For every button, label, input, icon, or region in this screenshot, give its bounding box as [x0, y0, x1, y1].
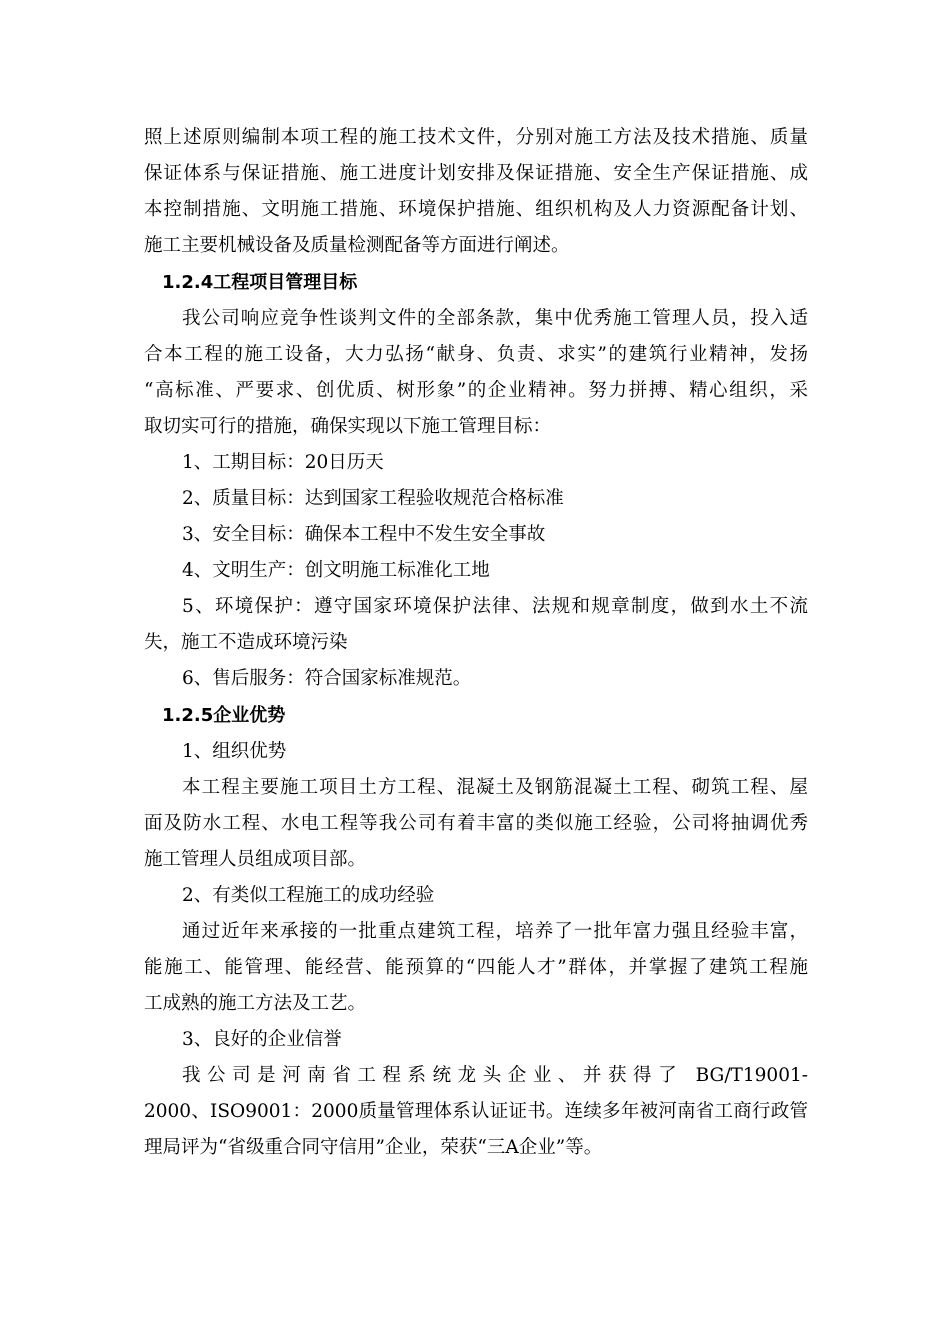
intro-line-3: 本控制措施、文明施工措施、环境保护措施、组织机构及人力资源配备计划、: [144, 199, 808, 220]
advantage-2-line-1: 通过近年来承接的一批重点建筑工程，培养了一批年富力强且经验丰富，: [182, 921, 808, 942]
goal-quality: 2、质量目标：达到国家工程验收规范合格标准: [182, 488, 564, 509]
advantage-2-title: 2、有类似工程施工的成功经验: [182, 885, 435, 906]
advantage-3-title: 3、良好的企业信誉: [182, 1029, 342, 1050]
intro-line-1: 照上述原则编制本项工程的施工技术文件，分别对施工方法及技术措施、质量: [144, 127, 808, 148]
advantage-2-line-3: 工成熟的施工方法及工艺。: [144, 993, 367, 1014]
section-124-para-line-3: “高标准、严要求、创优质、树形象”的企业精神。努力拼搏、精心组织，采: [144, 380, 808, 401]
intro-line-2: 保证体系与保证措施、施工进度计划安排及保证措施、安全生产保证措施、成: [144, 163, 808, 184]
goal-environment: 5、环境保护：遵守国家环境保护法律、法规和规章制度，做到水土不流: [182, 596, 808, 617]
goal-safety: 3、安全目标：确保本工程中不发生安全事故: [182, 524, 546, 545]
advantage-1-line-1: 本工程主要施工项目土方工程、混凝土及钢筋混凝土工程、砌筑工程、屋: [182, 777, 808, 798]
advantage-1-line-3: 施工管理人员组成项目部。: [144, 849, 367, 870]
goal-schedule: 1、工期目标：20日历天: [182, 452, 384, 473]
advantage-1-line-2: 面及防水工程、水电工程等我公司有着丰富的类似施工经验，公司将抽调优秀: [144, 813, 808, 834]
advantage-2-line-2: 能施工、能管理、能经营、能预算的“四能人才”群体，并掌握了建筑工程施: [144, 957, 808, 978]
goal-civilized: 4、文明生产：创文明施工标准化工地: [182, 560, 490, 581]
advantage-3-line-3: 理局评为“省级重合同守信用”企业，荣获“三A企业”等。: [144, 1137, 603, 1158]
goal-after-sales: 6、售后服务：符合国家标准规范。: [182, 668, 472, 689]
section-124-para-line-2: 合本工程的施工设备，大力弘扬“献身、负责、求实”的建筑行业精神，发扬: [144, 344, 808, 365]
advantage-3-line-1: 我公司是河南省工程系统龙头企业、并获得了 BG/T19001-: [182, 1065, 808, 1086]
goal-environment-cont: 失，施工不造成环境污染: [144, 632, 348, 653]
section-124-para-line-4: 取切实可行的措施，确保实现以下施工管理目标：: [144, 416, 552, 437]
section-124-heading: 1.2.4工程项目管理目标: [162, 272, 358, 293]
advantage-3-line-2: 2000、ISO9001：2000质量管理体系认证证书。连续多年被河南省工商行政管: [144, 1101, 808, 1122]
section-125-heading: 1.2.5企业优势: [162, 705, 286, 726]
section-124-para-line-1: 我公司响应竞争性谈判文件的全部条款，集中优秀施工管理人员，投入适: [182, 308, 808, 329]
advantage-1-title: 1、组织优势: [182, 741, 287, 762]
intro-line-4: 施工主要机械设备及质量检测配备等方面进行阐述。: [144, 235, 570, 256]
